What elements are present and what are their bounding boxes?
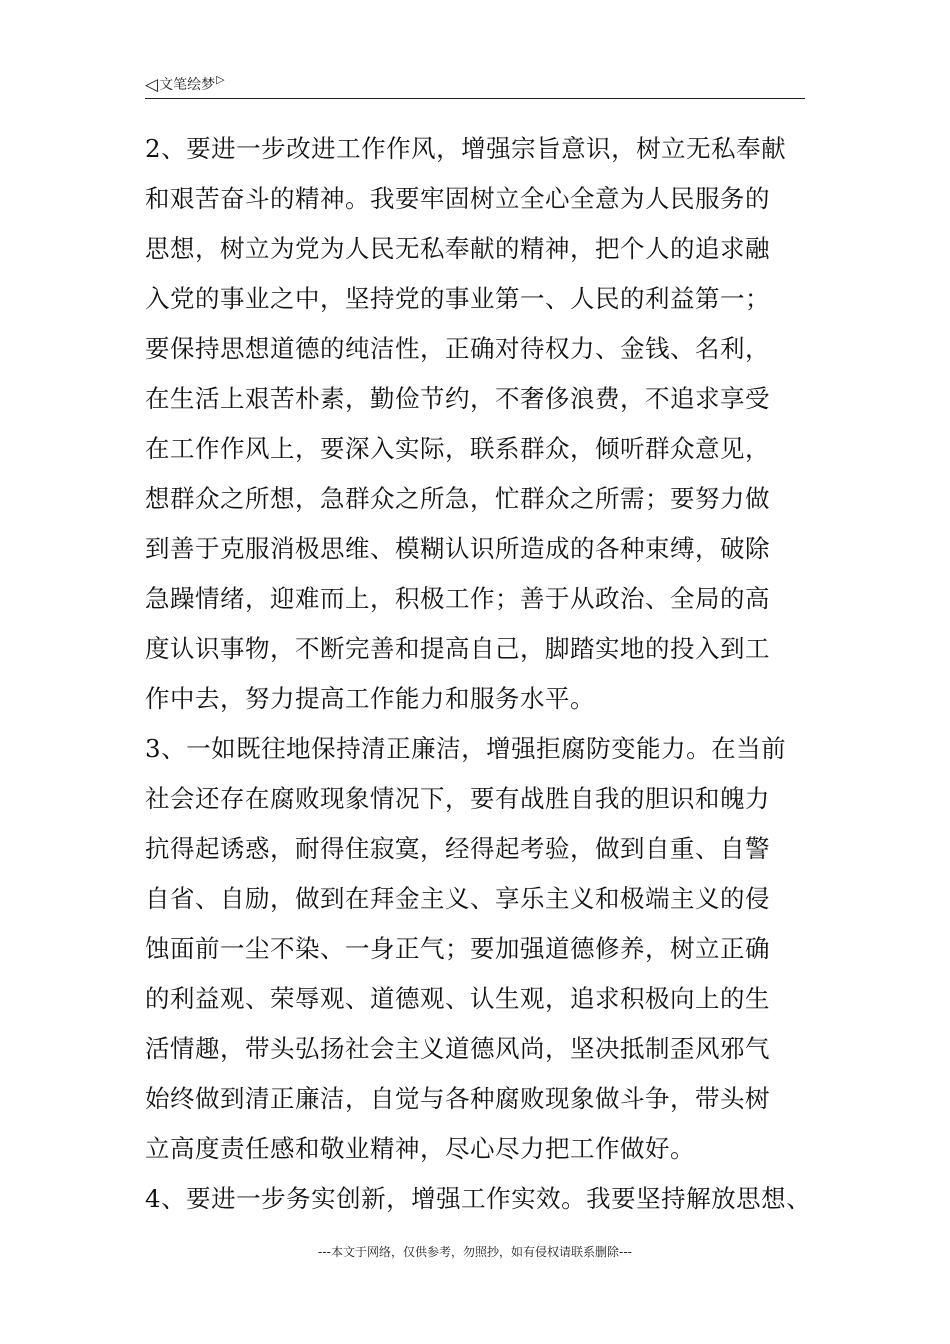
text-line: 入党的事业之中，坚持党的事业第一、人民的利益第一； <box>145 284 770 313</box>
document-body <box>145 124 845 1224</box>
text-line: 4、要进一步务实创新，增强工作实效。我要坚持解放思想、 <box>145 1184 812 1213</box>
text-line: 想群众之所想，急群众之所急，忙群众之所需；要努力做 <box>145 484 770 513</box>
text-line: 度认识事物，不断完善和提高自己，脚踏实地的投入到工 <box>145 634 770 663</box>
text-line: 要保持思想道德的纯洁性，正确对待权力、金钱、名利， <box>145 334 770 363</box>
text-line: 自省、自励，做到在拜金主义、享乐主义和极端主义的侵 <box>145 884 770 913</box>
header-title: 文笔绘梦 <box>159 77 216 93</box>
text-line: 作中去，努力提高工作能力和服务水平。 <box>145 684 595 713</box>
text-line: 到善于克服消极思维、模糊认识所造成的各种束缚，破除 <box>145 534 770 563</box>
text-line: 抗得起诱惑，耐得住寂寞，经得起考验，做到自重、自警 <box>145 834 770 863</box>
page-header <box>145 72 805 99</box>
text-line: 立高度责任感和敬业精神，尽心尽力把工作做好。 <box>145 1134 695 1163</box>
page-footer: ---本文于网络，仅供参考，勿照抄，如有侵权请联系删除--- <box>318 1245 632 1259</box>
text-line: 2、要进一步改进工作作风，增强宗旨意识，树立无私奉献 <box>145 134 787 163</box>
text-line: 思想，树立为党为人民无私奉献的精神，把个人的追求融 <box>145 234 770 263</box>
text-line: 3、一如既往地保持清正廉洁，增强拒腐防变能力。在当前 <box>145 734 787 763</box>
text-line: 蚀面前一尘不染、一身正气；要加强道德修养，树立正确 <box>145 934 770 963</box>
text-line: 在工作作风上，要深入实际，联系群众，倾听群众意见， <box>145 434 770 463</box>
left-triangle-icon: ◁ <box>145 75 159 95</box>
text-line: 急躁情绪，迎难而上，积极工作；善于从政治、全局的高 <box>145 584 770 613</box>
text-line: 和艰苦奋斗的精神。我要牢固树立全心全意为人民服务的 <box>145 184 770 213</box>
text-line: 在生活上艰苦朴素，勤俭节约，不奢侈浪费，不追求享受 <box>145 384 770 413</box>
right-triangle-icon: ▷ <box>216 73 225 86</box>
text-line: 的利益观、荣辱观、道德观、认生观，追求积极向上的生 <box>145 984 770 1013</box>
text-line: 始终做到清正廉洁，自觉与各种腐败现象做斗争，带头树 <box>145 1084 770 1113</box>
text-line: 社会还存在腐败现象情况下，要有战胜自我的胆识和魄力 <box>145 784 770 813</box>
text-line: 活情趣，带头弘扬社会主义道德风尚，坚决抵制歪风邪气 <box>145 1034 770 1063</box>
